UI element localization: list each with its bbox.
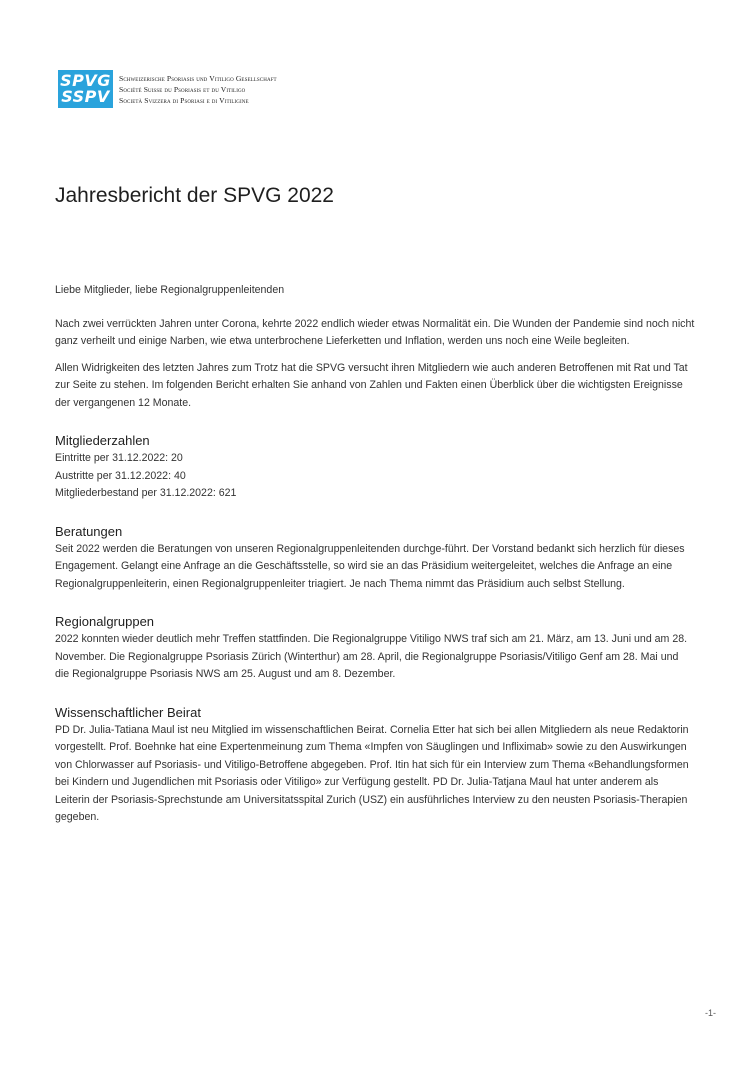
members-exits: Austritte per 31.12.2022: 40 [55, 469, 186, 482]
logo-name-it: Società Svizzera di Psoriasi e di Vitiligine [119, 95, 249, 105]
salutation: Liebe Mitglieder, liebe Regionalgruppenleitenden [55, 284, 285, 296]
regional-text: 2022 konnten wieder deutlich mehr Treffen stattfinden. Die Regionalgruppe Vitiligo NWS traf sich am 21. März, am 13. Juni und am 28. November. Die Regionalgruppe Psoriasis Zürich (Winterthur) am 28. April, die Regionalgruppe Psoriasis/Vitiligo Genf am 28. Mai und die Regionalgruppe Psoriasis NWS am 25. August und am 8. Dezember. [55, 633, 688, 680]
logo-mark [58, 70, 113, 108]
section-heading-regional: Regionalgruppen [55, 614, 155, 629]
logo-society-names [119, 73, 277, 106]
report-body [55, 282, 695, 827]
section-heading-members: Mitgliederzahlen [55, 433, 150, 448]
page-number: -1- [705, 1008, 716, 1018]
intro-paragraph-1: Nach zwei verrückten Jahren unter Corona, kehrte 2022 endlich wieder etwas Normalität ein. Die Wunden der Pandemie sind noch nicht ganz verheilt und einige Narben, wie etwa unterbrochene Lieferketten und Inflation, werden uns noch eine Weile begleiten. [55, 317, 695, 347]
section-consulting [55, 524, 695, 594]
intro-paragraph-2: Allen Widrigkeiten des letzten Jahres zum Trotz hat die SPVG versucht ihren Mitgliedern wie auch anderen Betroffenen mit Rat und Tat zur Seite zu stehen. Im folgenden Bericht erhalten Sie anhand von Zahlen und Fakten einen Überblick über die wichtigsten Ereignisse der vergangenen 12 Monate. [55, 361, 688, 409]
science-text: PD Dr. Julia-Tatiana Maul ist neu Mitglied im wissenschaftlichen Beirat. Cornelia Etter hat sich bei allen Mitgliedern als neue Redaktorin vorgestellt. Prof. Boehnke hat eine Expertenmeinung zum Thema «Impfen von Säuglingen und Infliximab» sowie zu den Auswirkungen von Chlorwasser auf Psoriasis- und Vitiligo-Betroffene abgegeben. Prof. Itin hat sich für ein Interview zum Thema «Behandlungsformen bei Kindern und Jugendlichen mit Psoriasis oder Vitiligo» zur Verfügung gestellt. PD Dr. Julia-Tatjana Maul hat unter anderem als Leiterin der Psoriasis-Sprechstunde am Universitatsspital Zurich (USZ) ein ausführliches Interview zu den neusten Psoriasis-Therapien gegeben. [55, 723, 689, 823]
logo-name-de: Schweizerische Psoriasis und Vitiligo Gesellschaft [119, 73, 277, 83]
section-heading-consulting: Beratungen [55, 523, 123, 539]
section-members [55, 433, 695, 503]
members-entries: Eintritte per 31.12.2022: 20 [55, 452, 183, 464]
section-heading-science: Wissenschaftlicher Beirat [55, 704, 201, 720]
section-regional [55, 614, 695, 684]
page-title: Jahresbericht der SPVG 2022 [55, 184, 334, 207]
members-total: Mitgliederbestand per 31.12.2022: 621 [55, 487, 237, 499]
spvg-logo [58, 70, 277, 108]
logo-abbr-de: SPVG [60, 71, 111, 90]
consulting-text: Seit 2022 werden die Beratungen von unseren Regionalgruppenleitenden durchge-führt. Der Vorstand bedankt sich herzlich für dieses Engagement. Gelangt eine Anfrage an die Geschäftsstelle, so wird sie an das Präsidium weitergeleitet, welches die Anfrage an eine Regionalgruppenleiterin, einen Regionalgruppenleiter triagiert. Je nach Thema nimmt das Präsidium auch selbst Stellung. [55, 542, 685, 590]
section-science [55, 705, 695, 827]
logo-abbr-fr: SSPV [61, 87, 110, 106]
logo-name-fr: Société Suisse du Psoriasis et du Vitiligo [119, 84, 246, 94]
